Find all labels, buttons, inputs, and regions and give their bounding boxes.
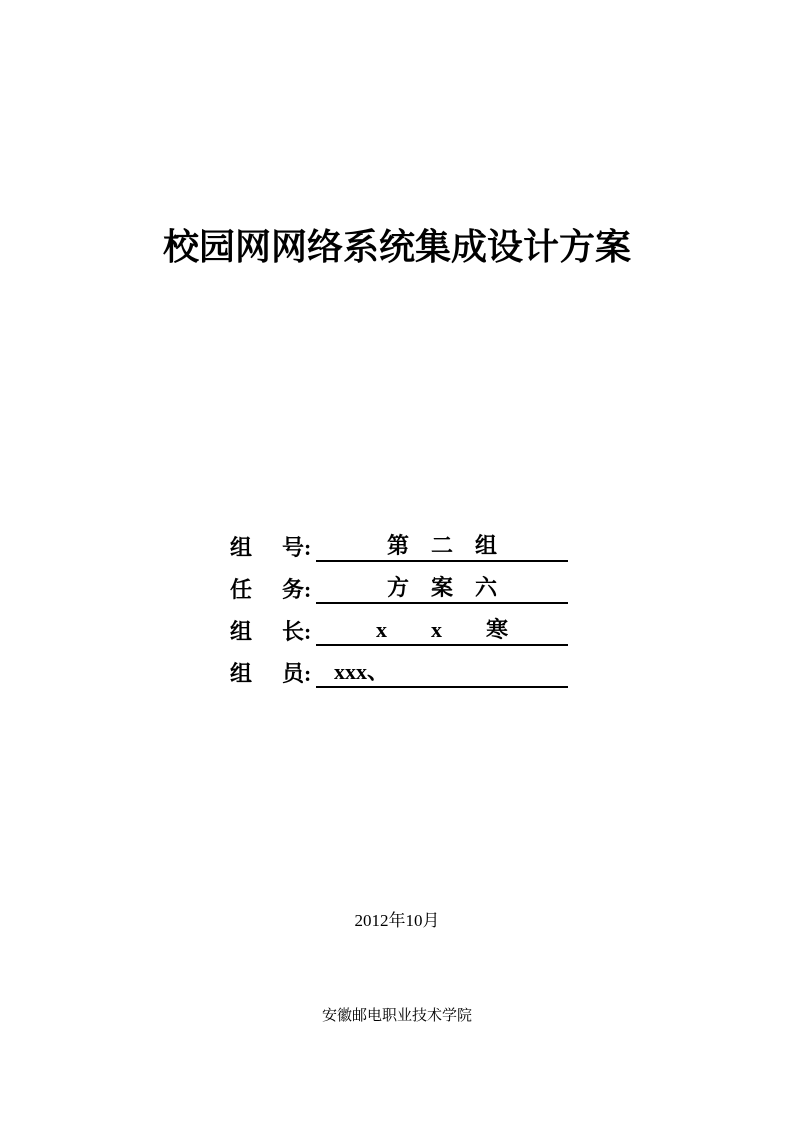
institution-name: 安徽邮电职业技术学院 xyxy=(321,1007,472,1024)
task-colon: : xyxy=(304,577,312,602)
task-label: 任 务 xyxy=(230,577,304,602)
group-leader-label: 组 长 xyxy=(230,619,304,644)
group-leader-value: x x 寒 xyxy=(316,616,568,646)
group-members-colon: : xyxy=(304,661,312,686)
task-value: 方 案 六 xyxy=(316,574,568,604)
group-number-label: 组 号 xyxy=(230,535,304,560)
document-date: 2012年10月 xyxy=(354,911,440,930)
form-row-task xyxy=(230,576,568,604)
group-members-label: 组 员 xyxy=(230,661,304,686)
form-row-group-members xyxy=(230,660,568,688)
cover-form xyxy=(230,534,568,702)
group-leader-colon: : xyxy=(304,619,312,644)
group-number-value: 第 二 组 xyxy=(316,532,568,562)
group-members-value: xxx、 xyxy=(316,658,568,688)
form-row-group-number xyxy=(230,534,568,562)
group-number-colon: : xyxy=(304,535,312,560)
form-row-group-leader xyxy=(230,618,568,646)
document-title: 校园网网络系统集成设计方案 xyxy=(162,227,631,267)
